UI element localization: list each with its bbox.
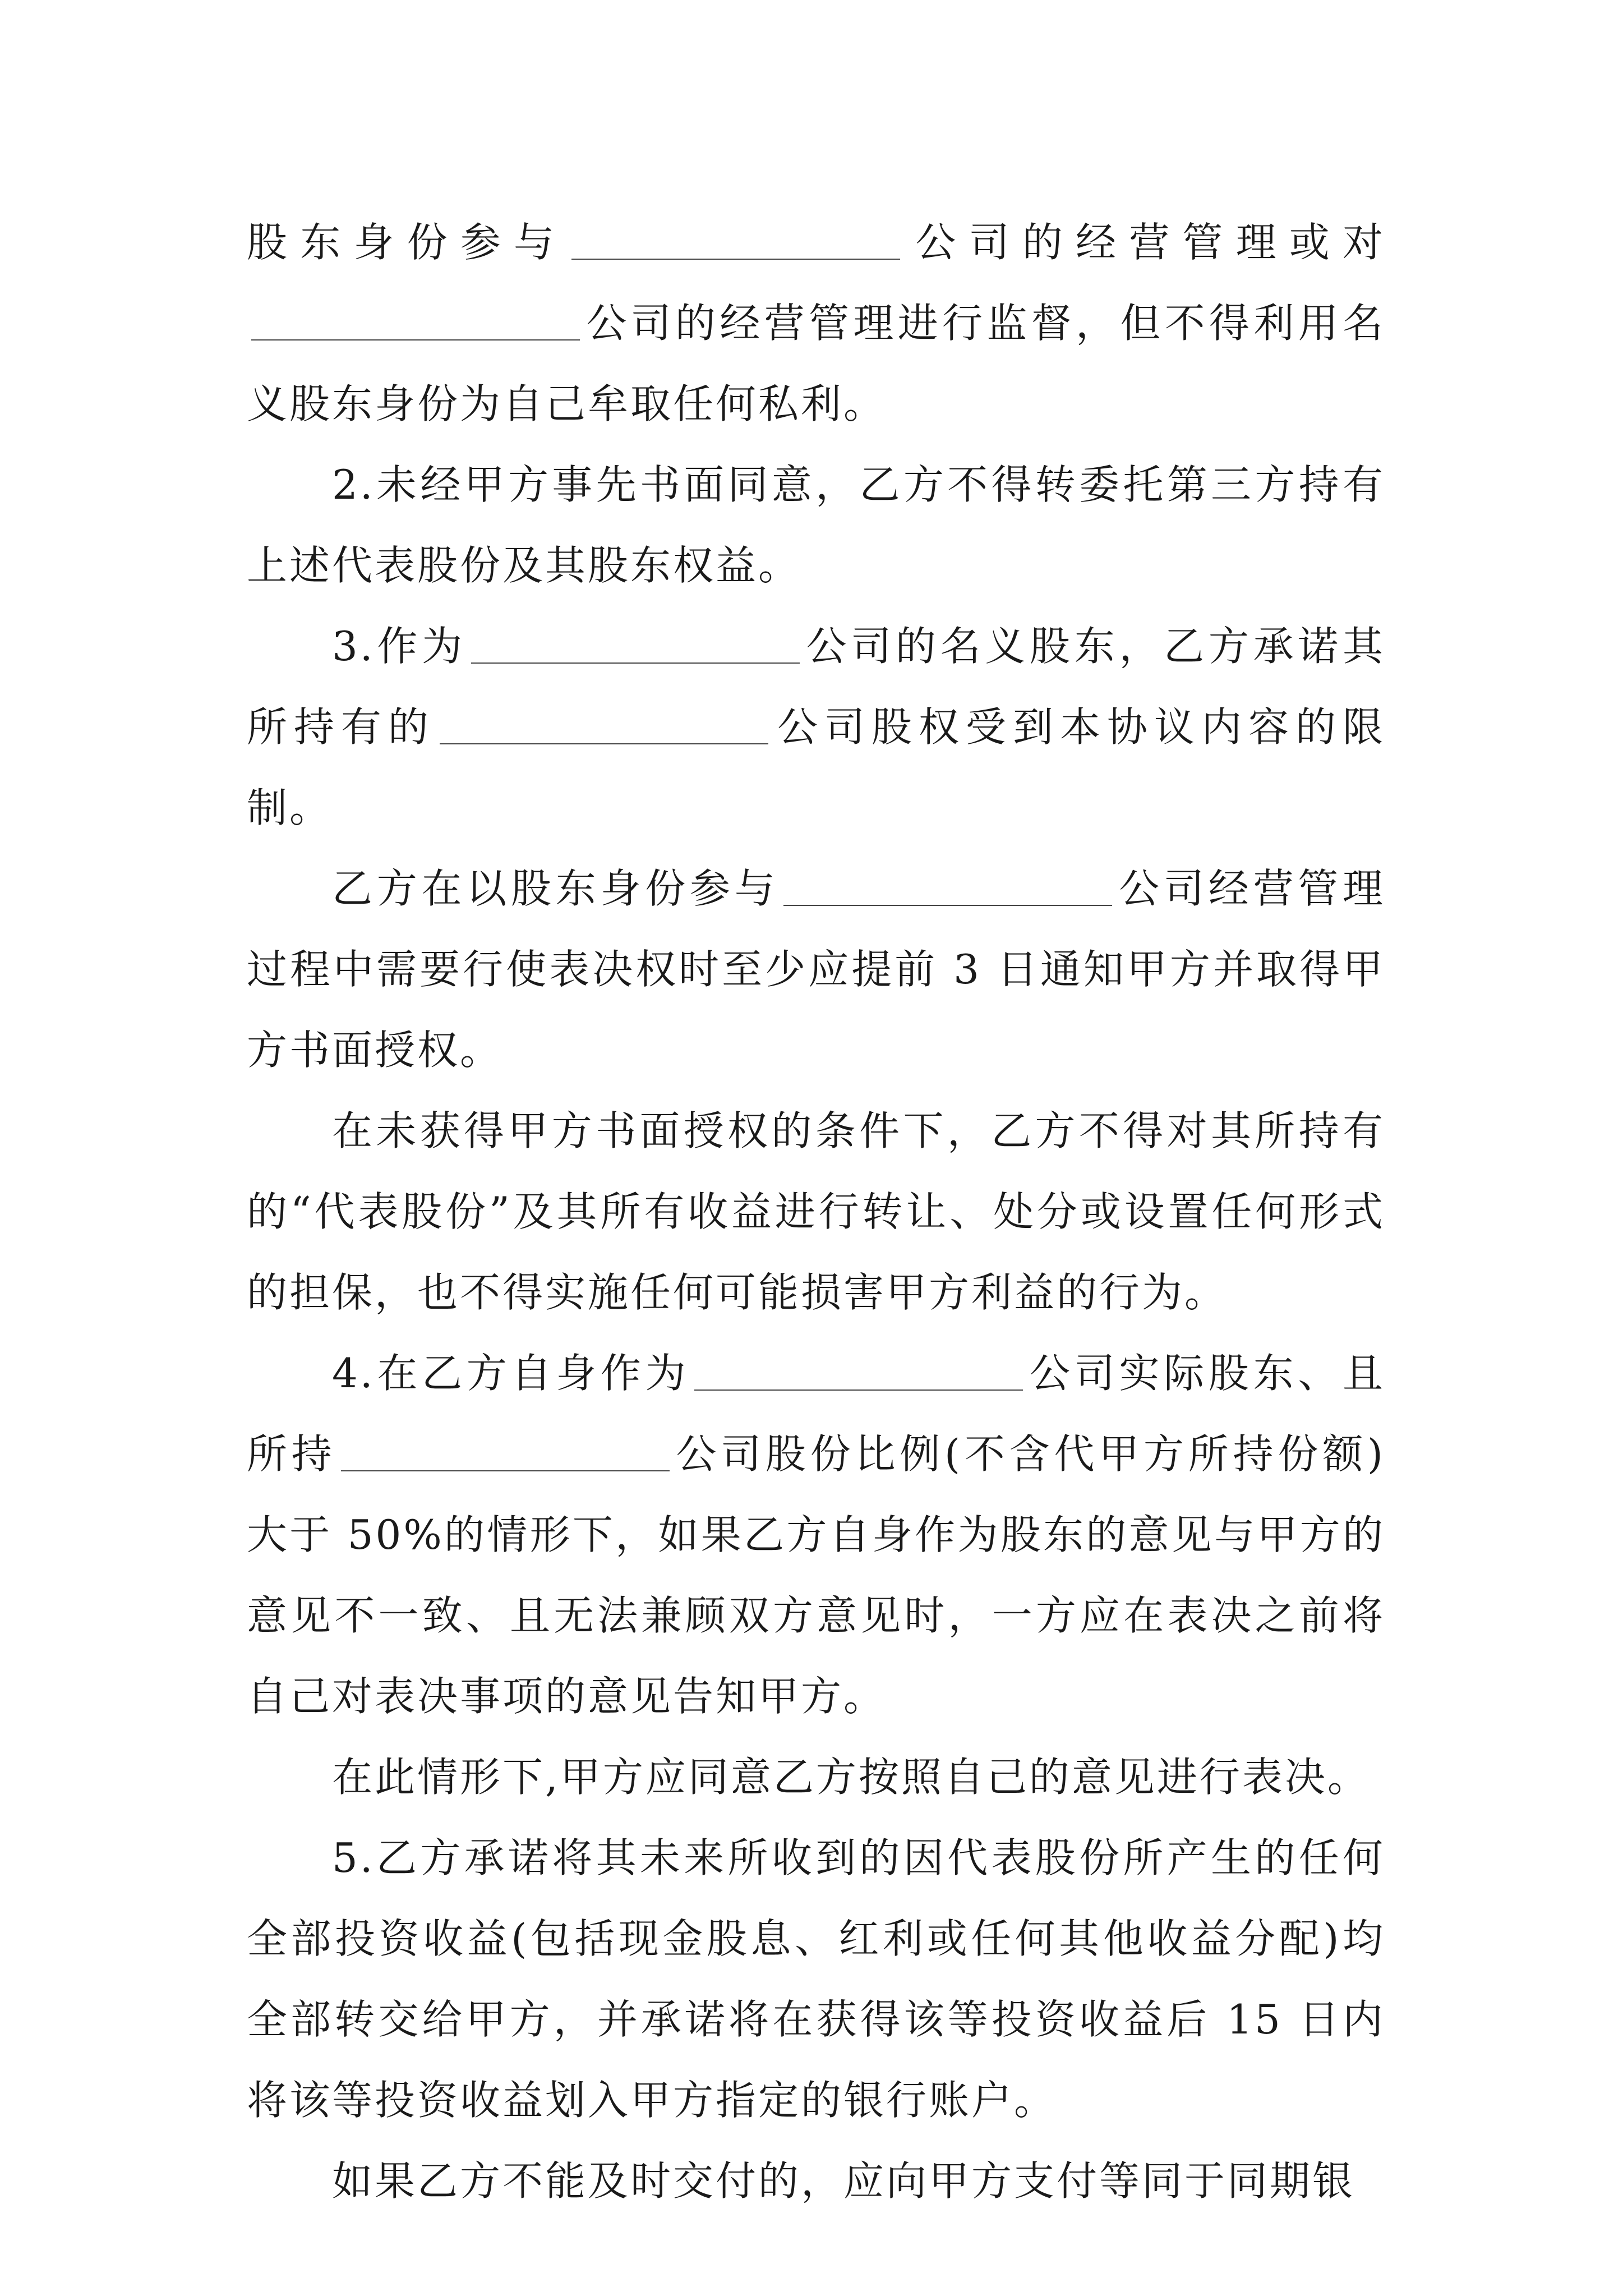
paragraph-late-payment	[247, 2141, 1385, 2221]
blank-field	[694, 1350, 1023, 1391]
text-segment: 在此情形下,甲方应同意乙方按照自己的意见进行表决。	[332, 1754, 1370, 1801]
text-segment: 股东身份参与	[247, 219, 568, 266]
text-segment: 乙方在以股东身份参与	[332, 865, 780, 912]
text-segment: 3.作为	[332, 623, 467, 670]
paragraph-voting-agreement	[247, 1737, 1385, 1818]
text-segment: 公司的名义股东，乙方承诺其所持有的	[247, 623, 1385, 751]
blank-field	[251, 300, 580, 341]
text-segment: 公司股权受到本协议内容的限制。	[247, 703, 1385, 831]
text-segment: 4.在乙方自身作为	[332, 1350, 690, 1397]
text-segment: 公司的经营管理进行监督，但不得利用名义股东身份为自己牟取任何私利。	[247, 300, 1385, 427]
paragraph-clause-4	[247, 1333, 1385, 1737]
blank-field	[341, 1431, 670, 1471]
text-segment: 5.乙方承诺将其未来所收到的因代表股份所产生的任何全部投资收益(包括现金股息、红利或任何其他收益分配)均全部转交给甲方，并承诺将在获得该等投资收益后 15 日内将该等投资收益划入甲方指定的银行账户。	[247, 1834, 1385, 2124]
text-segment: 公司经营管理过程中需要行使表决权时至少应提前 3 日通知甲方并取得甲方书面授权。	[247, 865, 1385, 1074]
paragraph-transfer-restriction	[247, 1091, 1385, 1333]
blank-field	[571, 219, 900, 260]
blank-field	[440, 704, 768, 744]
text-segment: 公司实际股东、且所持	[247, 1350, 1385, 1478]
paragraph-voting-notice	[247, 848, 1385, 1091]
text-segment: 公司股份比例(不含代甲方所持份额)大于 50%的情形下，如果乙方自身作为股东的意见与甲方的意见不一致、且无法兼顾双方意见时，一方应在表决之前将自己对表决事项的意见告知甲方。	[247, 1430, 1385, 1720]
document-page	[247, 202, 1385, 2221]
text-segment: 公司的经营管理或对	[905, 219, 1385, 266]
paragraph-continued	[247, 202, 1385, 444]
paragraph-clause-5	[247, 1818, 1385, 2141]
text-segment: 如果乙方不能及时交付的，应向甲方支付等同于同期银	[332, 2157, 1355, 2205]
paragraph-clause-3	[247, 606, 1385, 848]
blank-field	[471, 623, 800, 664]
paragraph-clause-2	[247, 444, 1385, 606]
text-segment: 2.未经甲方事先书面同意，乙方不得转委托第三方持有上述代表股份及其股东权益。	[247, 461, 1385, 589]
blank-field	[783, 866, 1112, 906]
text-segment: 在未获得甲方书面授权的条件下，乙方不得对其所持有的“代表股份”及其所有收益进行转让、处分或设置任何形式的担保，也不得实施任何可能损害甲方利益的行为。	[247, 1107, 1385, 1316]
